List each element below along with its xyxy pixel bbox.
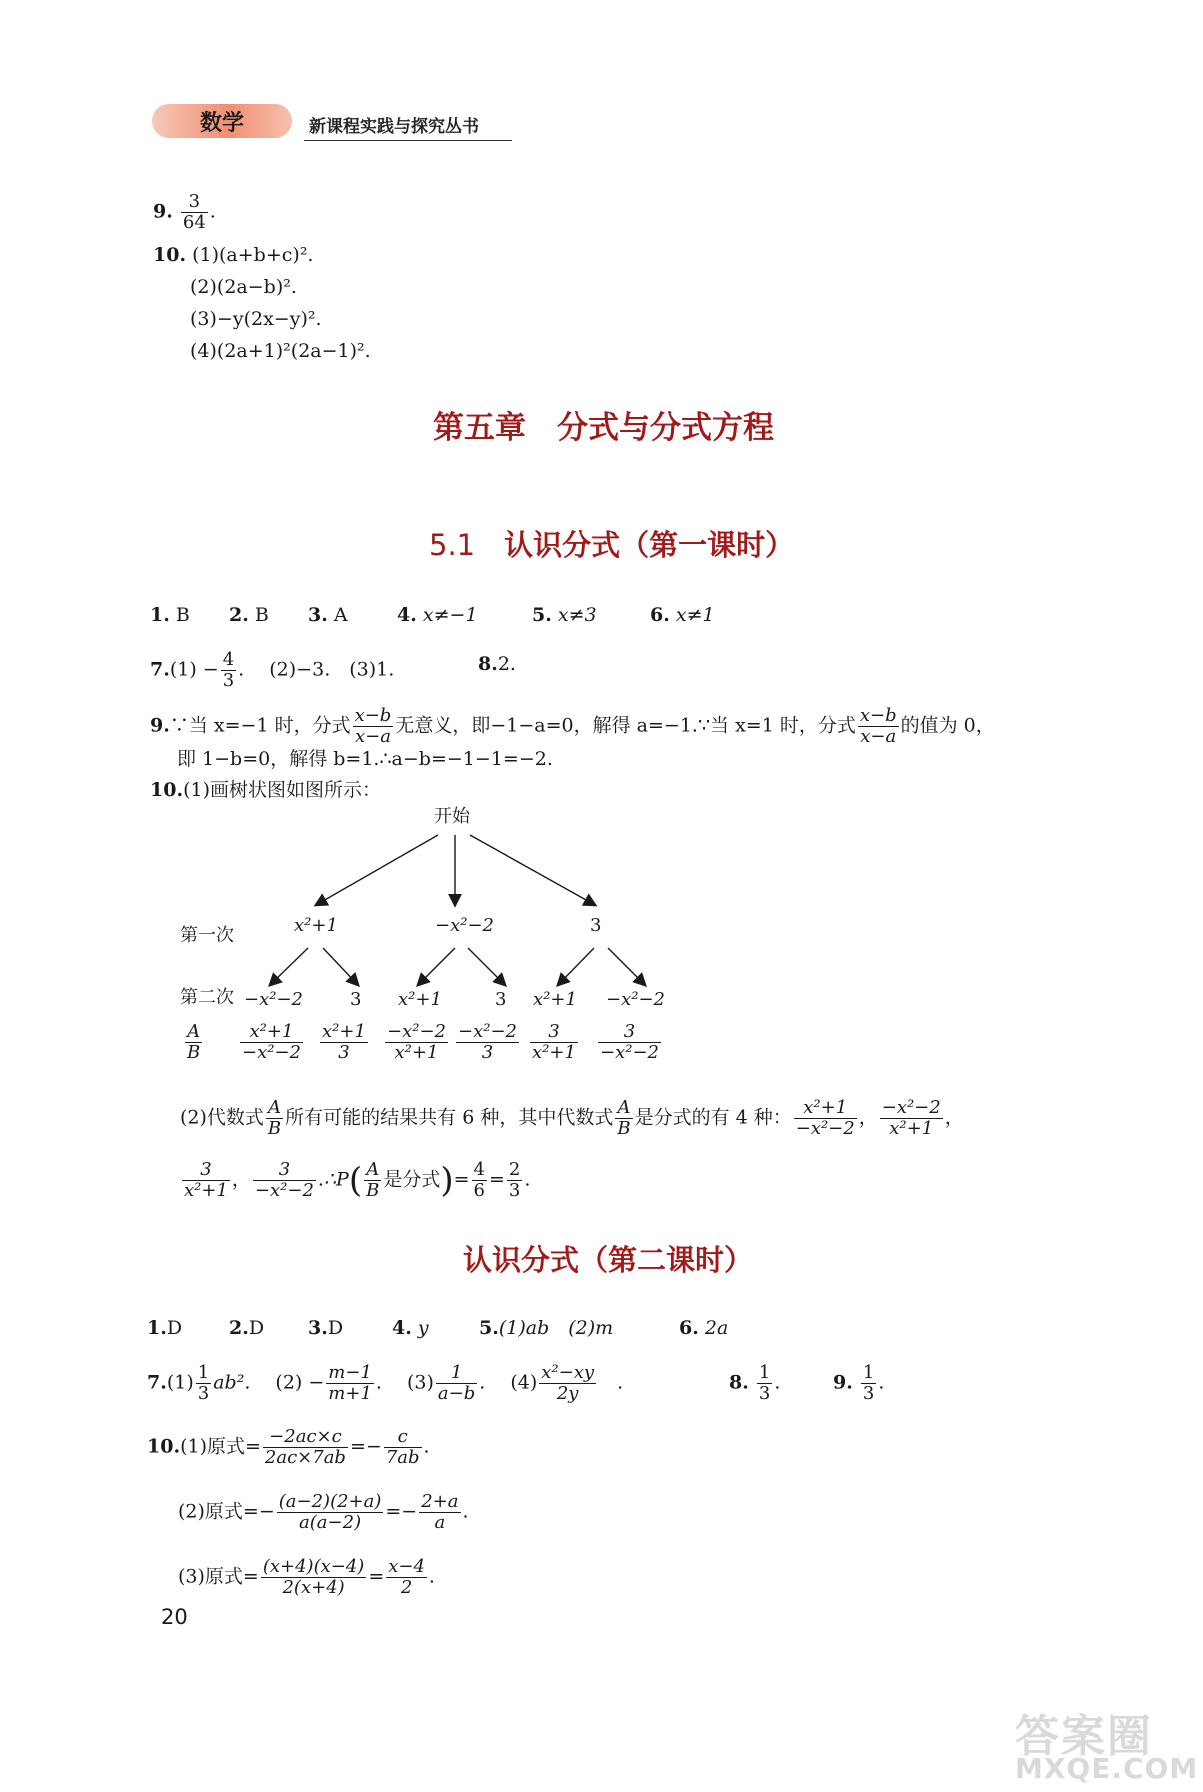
s2-q3: 3.D [308,1317,344,1339]
header-series: 新课程实践与探究丛书 [309,117,479,137]
tree-l2-node5: x²+1 [533,989,577,1010]
chapter-title: 第五章 分式与分式方程 [433,410,774,446]
tree-l1-node2: −x²−2 [435,915,494,936]
s1-q1: 1. B [150,604,190,626]
top-q9: 9. $\frac{3}{64}$ . [153,191,216,233]
header-subject: 数学 [200,111,245,136]
s1-q3: 3. A [308,604,348,626]
tree-frac-5: $\frac{3}{\text{x²+1}}$ [532,1021,576,1063]
section1-title: 5.1 认识分式（第一课时） [429,528,795,562]
tree-l2-node4: 3 [495,989,507,1010]
s1-q9: 9.∵当 x=−1 时，分式 $\frac{x-b}{x-a}$ 无意义，即−1−a=0，解得 a=−1.∵当 x=1 时，分式 $\frac{x-b}{x-a}$ 的值为 0， [150,705,995,747]
s2-q10-line3: (3)原式= $\frac{(x+4)(x-4)}{2(x+4)}$ = $\frac{x-4}{2}$ . [178,1556,435,1598]
tree-level1-label: 第一次 [180,925,234,946]
top-q10-line2: (2)(2a−b)². [190,276,297,298]
section2-title: 认识分式（第二课时） [463,1243,754,1277]
s1-q5: 5. x≠3 [532,604,597,626]
tree-frac-4: $\frac{\text{−x²−2}}{3}$ [458,1021,517,1063]
page-number: 20 [161,1605,188,1629]
s2-q1: 1.D [147,1317,183,1339]
tree-root: 开始 [434,806,470,827]
s1-q10-part2: (2)代数式 $\frac{A}{B}$ 所有可能的结果共有 6 种，其中代数式 $\frac{A}{B}$ 是分式的有 4 种： $\frac{\text{x²+1}}{\text{−x²−2}}$ ， $\frac{\text{−x²−2}}{\text{x²+1}}$ ， [180,1097,964,1139]
s2-q7: 7.(1) $\frac{1}{3}$ ab². (2) − $\frac{m-1}{m+1}$ . (3) $\frac{1}{a-b}$ . (4) $\frac{\text{x²−xy}}{2y}$ . [147,1362,624,1404]
tree-l1-node3: 3 [590,915,602,936]
tree-l2-node6: −x²−2 [606,989,665,1010]
top-q10: 10. (1)(a+b+c)². [153,244,314,266]
tree-l1-node1: x²+1 [294,915,338,936]
s2-q10-line2: (2)原式=− $\frac{(a-2)(2+a)}{a(a-2)}$ =− $\frac{2+a}{a}$ . [178,1491,469,1533]
top-q10-line4: (4)(2a+1)²(2a−1)². [190,340,371,362]
tree-ab-label: $\frac{A}{B}$ [187,1021,201,1063]
watermark-url: MXQE.COM [1015,1752,1199,1785]
tree-l2-node2: 3 [350,989,362,1010]
s1-q2: 2. B [229,604,269,626]
s2-q5: 5.(1)ab (2)m [479,1317,614,1339]
s1-q8: 8.2. [478,653,516,675]
s1-q10-part2-line2: $\frac{3}{\text{x²+1}}$ ， $\frac{3}{\text{−x²−2}}$ .∴P( $\frac{A}{B}$ 是分式)= $\frac{4}{6}$ = $\frac{2}{3}$ . [184,1159,531,1201]
s1-q6: 6. x≠1 [650,604,715,626]
tree-l2-node3: x²+1 [398,989,442,1010]
tree-frac-6: $\frac{3}{\text{−x²−2}}$ [600,1021,659,1063]
top-q10-line3: (3)−y(2x−y)². [190,308,322,330]
s2-q8: 8. $\frac{1}{3}$ . [729,1362,781,1404]
tree-level2-label: 第二次 [180,987,234,1008]
tree-l2-node1: −x²−2 [244,989,303,1010]
s2-q10-line1: 10.(1)原式= $\frac{-2ac\times c}{2ac\times 7ab}$ =− $\frac{c}{7ab}$ . [147,1426,430,1468]
s2-q9: 9. $\frac{1}{3}$ . [833,1362,885,1404]
s1-q7: 7.(1) − $\frac{4}{3}$ . (2)−3. (3)1. [150,649,395,691]
s2-q6: 6. 2a [679,1317,729,1339]
tree-frac-1: $\frac{\text{x²+1}}{\text{−x²−2}}$ [242,1021,301,1063]
s2-q2: 2.D [229,1317,265,1339]
s1-q10: 10.(1)画树状图如图所示： [150,779,381,801]
watermark-logo: 答案圈 [1015,1711,1153,1762]
s1-q4: 4. x≠−1 [397,604,478,626]
tree-frac-2: $\frac{\text{x²+1}}{3}$ [322,1021,366,1063]
s1-q9-line2: 即 1−b=0，解得 b=1.∴a−b=−1−1=−2. [177,748,553,770]
s2-q4: 4. y [392,1317,429,1339]
tree-frac-3: $\frac{\text{−x²−2}}{\text{x²+1}}$ [387,1021,446,1063]
